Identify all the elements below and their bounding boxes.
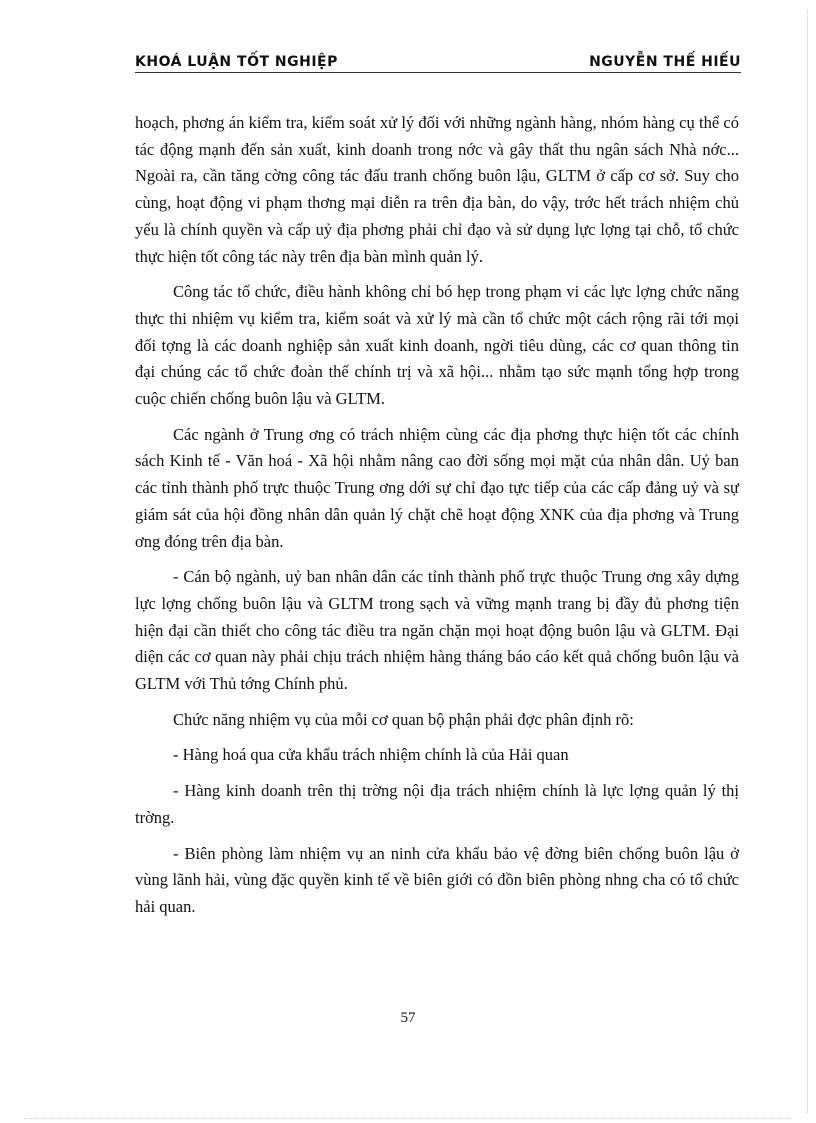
paragraph-1: hoạch, phơng án kiểm tra, kiểm soát xử lý đối với những ngành hàng, nhóm hàng cụ thể có tác động mạnh đến sản xuất, kinh doanh trong nớc và gây thất thu ngân sách Nhà nớc... Ngoài ra, cần tăng cờng công tác đấu tranh chống buôn lậu, GLTM ở cấp cơ sở. Suy cho cùng, hoạt động vi phạm thơng mại diễn ra trên địa bàn, do vậy, trớc hết trách nhiệm chủ yếu là chính quyền và cấp uỷ địa phơng phải chỉ đạo và sử dụng lực lợng tại chỗ, tổ chức thực hiện tốt công tác này trên địa bàn mình quản lý.: [135, 113, 739, 266]
paragraph-3: Các ngành ở Trung ơng có trách nhiệm cùng các địa phơng thực hiện tốt các chính sách Kinh tế - Văn hoá - Xã hội nhằm nâng cao đời sống mọi mặt của nhân dân. Uỷ ban các tỉnh thành phố trực thuộc Trung ơng dới sự chỉ đạo tực tiếp của các cấp đảng uỷ và sự giám sát của hội đồng nhân dân quản lý chặt chẽ hoạt động XNK của địa phơng và Trung ơng đóng trên địa bàn.: [135, 424, 739, 551]
page-header: [135, 48, 741, 73]
header-thesis-title: KHOÁ LUẬN TỐT NGHIỆP: [135, 54, 338, 70]
paragraph-2: Công tác tổ chức, điều hành không chỉ bó hẹp trong phạm vi các lực lợng chức năng thực thi nhiệm vụ kiểm tra, kiểm soát và xử lý mà cần tổ chức một cách rộng rãi tới mọi đối tợng là các doanh nghiệp sản xuất kinh doanh, ngời tiêu dùng, các cơ quan thông tin đại chúng các tổ chức đoàn thể chính trị và xã hội... nhằm tạo sức mạnh tổng hợp trong cuộc chiến chống buôn lậu và GLTM.: [135, 282, 739, 409]
paragraph-6: - Hàng hoá qua cửa khẩu trách nhiệm chính là của Hải quan: [173, 745, 569, 765]
paragraph-5: Chức năng nhiệm vụ của mỗi cơ quan bộ phận phải đợc phân định rõ:: [173, 709, 634, 729]
bottom-divider: [24, 1118, 792, 1119]
page-number: 57: [400, 1010, 416, 1026]
paragraph-4: - Cán bộ ngành, uỷ ban nhân dân các tỉnh thành phố trực thuộc Trung ơng xây dựng lực lợng chống buôn lậu và GLTM trong sạch và vững mạnh trang bị đầy đủ phơng tiện hiện đại cần thiết cho công tác điều tra ngăn chặn mọi hoạt động buôn lậu và GLTM. Đại diện các cơ quan này phải chịu trách nhiệm hàng tháng báo cáo kết quả chống buôn lậu và GLTM với Thủ tớng Chính phủ.: [135, 567, 739, 694]
paragraph-8: - Biên phòng làm nhiệm vụ an ninh cửa khẩu bảo vệ đờng biên chống buôn lậu ở vùng lãnh hải, vùng đặc quyền kinh tế về biên giới có đồn biên phòng nhng cha có tổ chức hải quan.: [135, 843, 739, 916]
header-author-name: NGUYỄN THẾ HIẾU: [589, 54, 741, 70]
right-divider: [807, 10, 808, 1113]
paragraph-7: - Hàng kinh doanh trên thị trờng nội địa trách nhiệm chính là lực lợng quản lý thị trờng.: [135, 781, 739, 827]
body-text: [135, 110, 739, 930]
